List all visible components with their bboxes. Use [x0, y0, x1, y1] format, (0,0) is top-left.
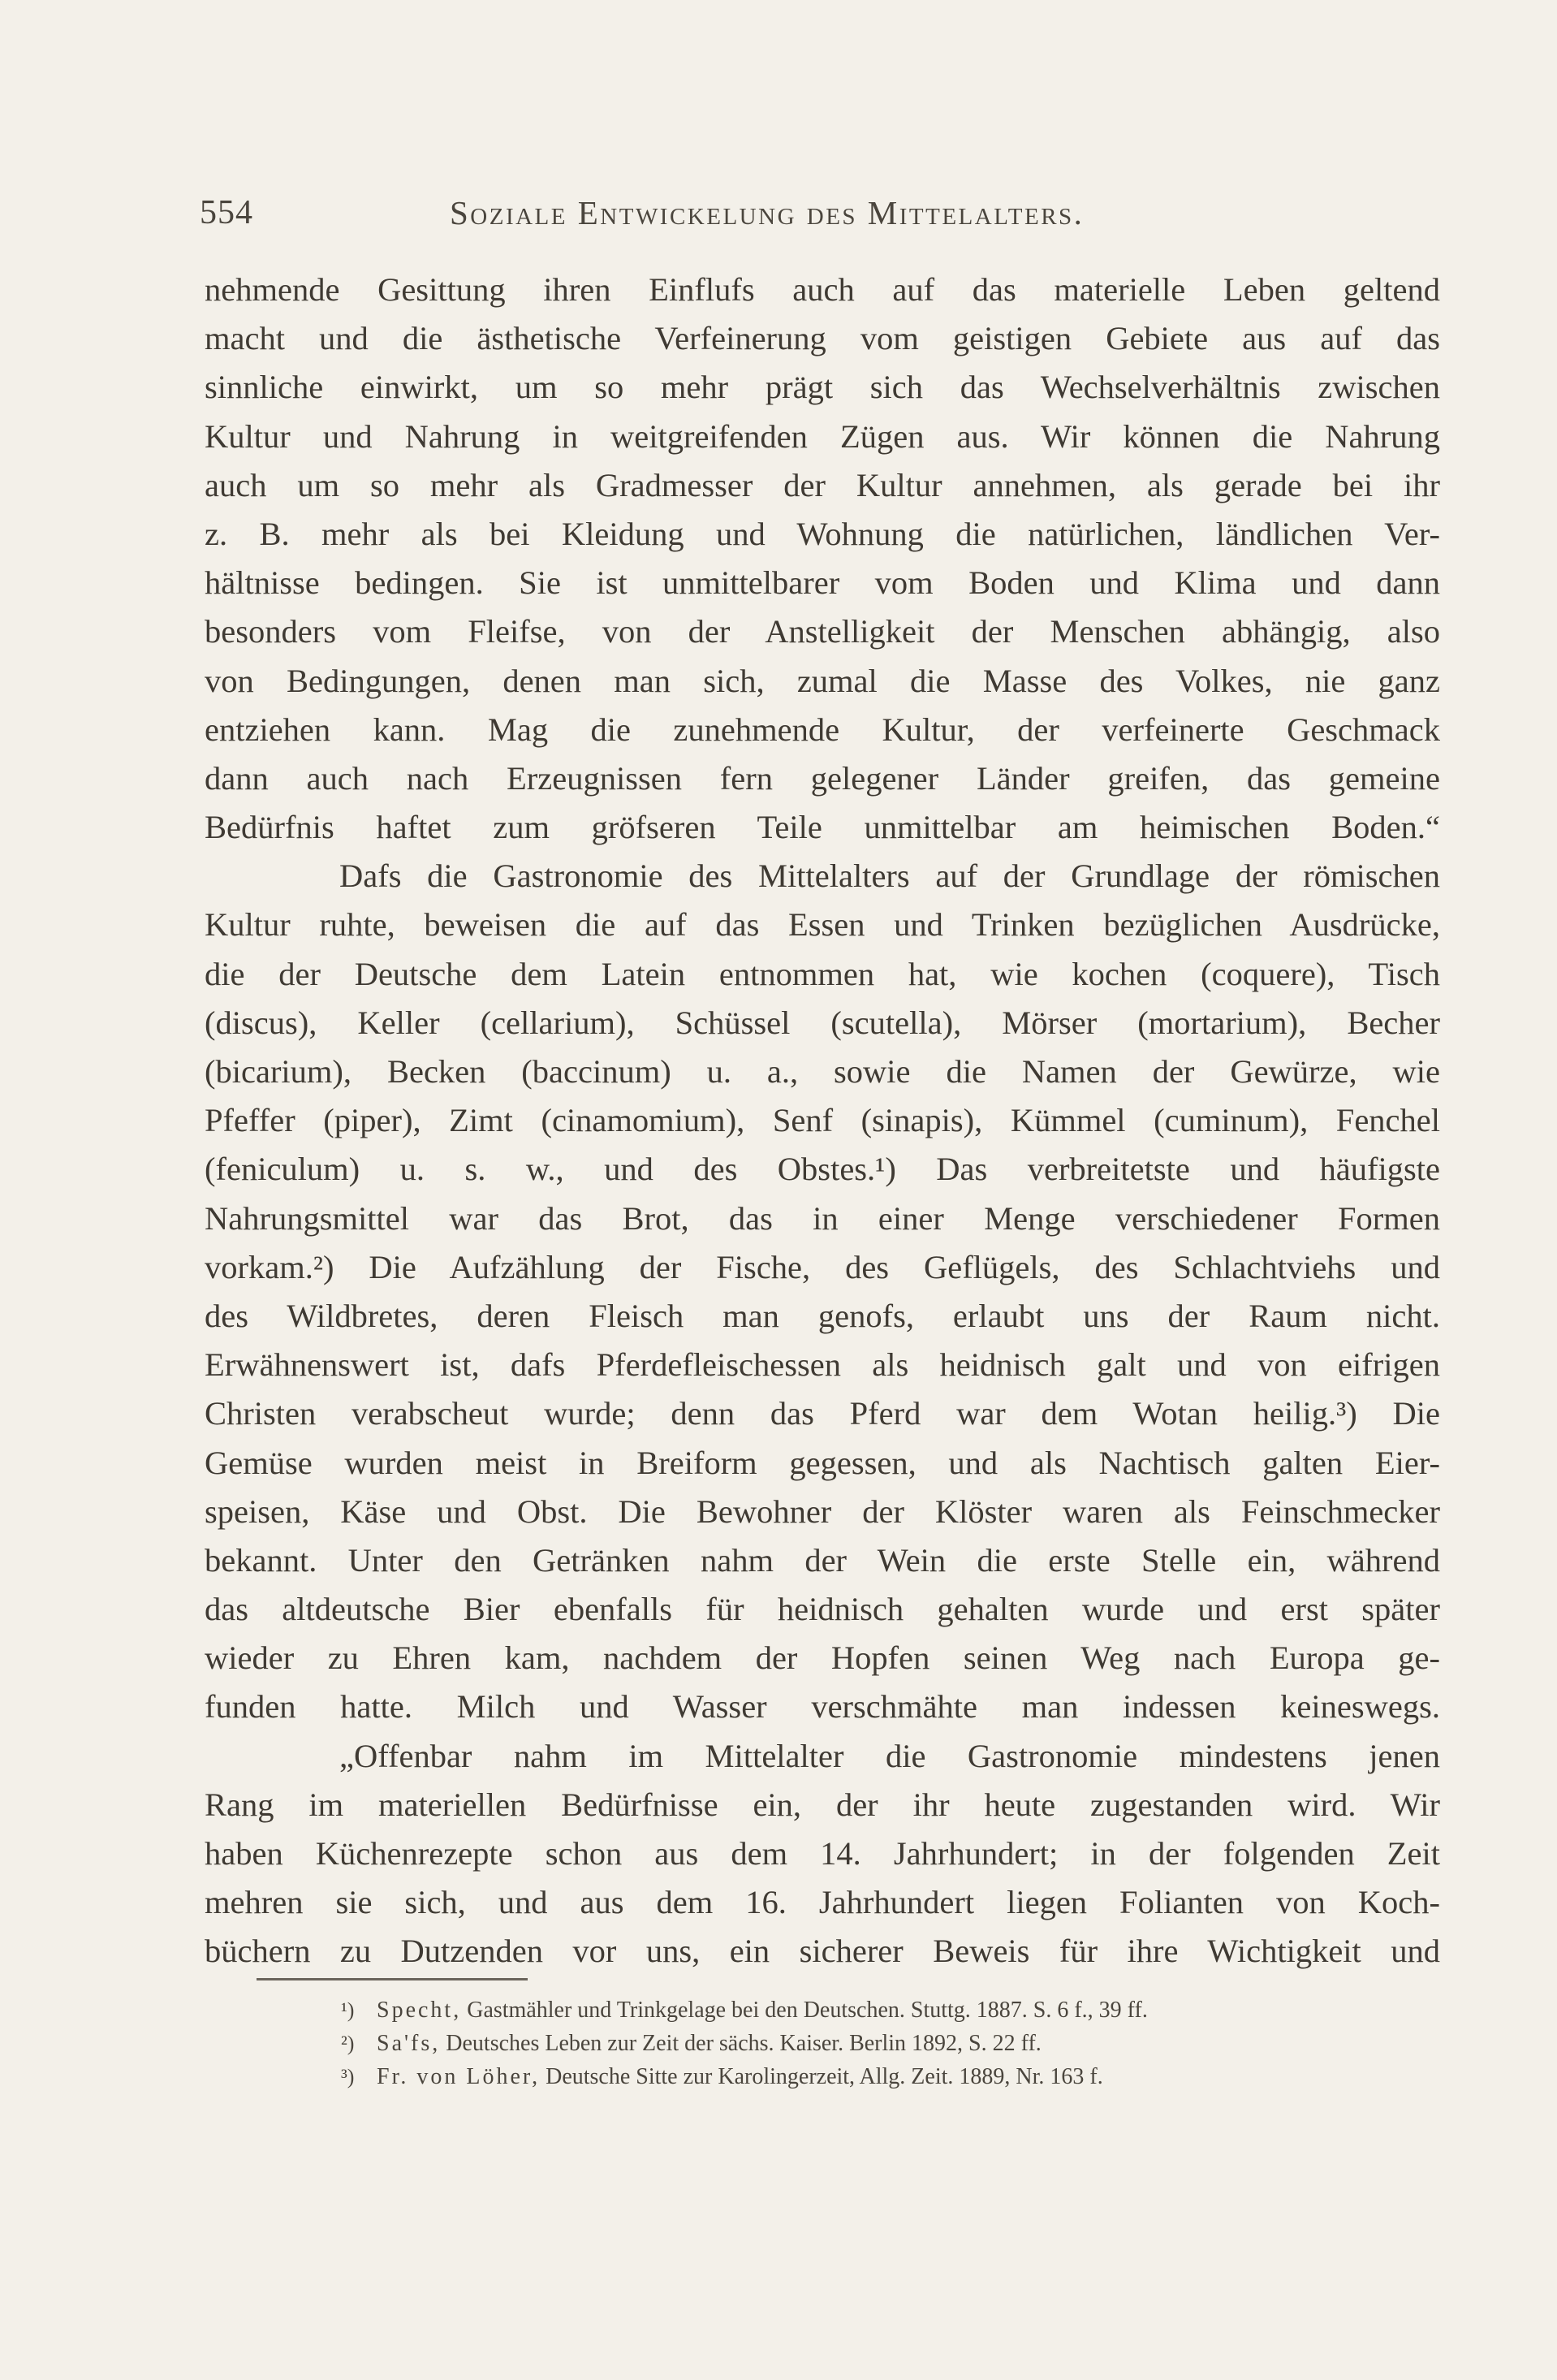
text-line-content: hältnisse bedingen. Sie ist unmittelbarer vom Boden und Klima und dann	[205, 564, 1440, 602]
text-line	[205, 1439, 1440, 1488]
text-line	[205, 1096, 1440, 1145]
text-line	[205, 999, 1440, 1047]
text-line	[205, 1536, 1440, 1585]
text-line	[205, 1145, 1440, 1194]
footnote-text: Deutsches Leben zur Zeit der sächs. Kaiser. Berlin 1892, S. 22 ff.	[446, 2031, 1042, 2056]
text-line-content: (discus), Keller (cellarium), Schüssel (scutella), Mörser (mortarium), Becher	[205, 1004, 1440, 1041]
text-line-content: Rang im materiellen Bedürfnisse ein, der ihr heute zugestanden wird. Wir	[205, 1786, 1440, 1823]
text-line-content: Gemüse wurden meist in Breiform gegessen, und als Nachtisch galten Eier-	[205, 1444, 1440, 1481]
text-line	[205, 1732, 1440, 1781]
text-line-content: von Bedingungen, denen man sich, zumal die Masse des Volkes, nie ganz	[205, 662, 1440, 699]
text-line-content: Bedürfnis haftet zum gröfseren Teile unmittelbar am heimischen Boden.“	[205, 809, 1440, 846]
text-line-content: besonders vom Fleifse, von der Anstelligkeit der Menschen abhängig, also	[205, 613, 1440, 650]
text-line	[205, 1829, 1440, 1878]
footnotes	[341, 1993, 1449, 2093]
text-line	[205, 363, 1440, 412]
footnote	[341, 2060, 1449, 2093]
text-line-content: Pfeffer (piper), Zimt (cinamomium), Senf (sinapis), Kümmel (cuminum), Fenchel	[205, 1102, 1440, 1139]
text-line	[205, 852, 1440, 901]
text-line	[205, 1927, 1440, 1976]
footnote	[341, 1993, 1449, 2027]
text-line-content: wieder zu Ehren kam, nachdem der Hopfen seinen Weg nach Europa ge-	[205, 1639, 1440, 1677]
body-text	[205, 266, 1440, 1976]
footnote-mark: ¹)	[341, 1998, 355, 2022]
text-line-content: vorkam.²) Die Aufzählung der Fische, des Geflügels, des Schlachtviehs und	[205, 1248, 1440, 1285]
text-line-content: (feniculum) u. s. w., und des Obstes.¹) Das verbreitetste und häufigste	[205, 1151, 1440, 1188]
running-head: Soziale Entwickelung des Mittelalters.	[450, 194, 1085, 231]
text-line	[205, 657, 1440, 706]
text-line	[205, 1047, 1440, 1096]
text-line-content: Christen verabscheut wurde; denn das Pferd war dem Wotan heilig.³) Die	[205, 1395, 1440, 1432]
page-header	[200, 193, 1450, 242]
text-line-content: das altdeutsche Bier ebenfalls für heidnisch gehalten wurde und erst später	[205, 1591, 1440, 1628]
text-line	[205, 266, 1440, 314]
text-line	[205, 607, 1440, 656]
text-line	[205, 413, 1440, 461]
text-line	[205, 950, 1440, 999]
footnote-text: Deutsche Sitte zur Karolingerzeit, Allg. Zeit. 1889, Nr. 163 f.	[546, 2064, 1103, 2089]
text-line-content: Kultur und Nahrung in weitgreifenden Zügen aus. Wir können die Nahrung	[205, 417, 1440, 455]
text-line	[205, 461, 1440, 510]
text-line-content: dann auch nach Erzeugnissen fern gelegener Länder greifen, das gemeine	[205, 759, 1440, 797]
footnote-author: Sa'fs,	[377, 2031, 441, 2056]
text-line	[205, 1488, 1440, 1536]
text-line-content: mehren sie sich, und aus dem 16. Jahrhundert liegen Folianten von Koch-	[205, 1884, 1440, 1921]
text-line-content: nehmende Gesittung ihren Einflufs auch auf das materielle Leben geltend	[205, 271, 1440, 308]
text-line	[205, 314, 1440, 363]
footnote-author: Specht,	[377, 1998, 462, 2023]
footnote-mark: ³)	[341, 2065, 355, 2088]
footnote-text: Gastmähler und Trinkgelage bei den Deutschen. Stuttg. 1887. S. 6 f., 39 ff.	[467, 1998, 1148, 2023]
text-line	[205, 1389, 1440, 1438]
text-line	[205, 754, 1440, 803]
text-line	[205, 901, 1440, 949]
text-line-content: z. B. mehr als bei Kleidung und Wohnung die natürlichen, ländlichen Ver-	[205, 515, 1440, 552]
text-line-content: des Wildbretes, deren Fleisch man genofs, erlaubt uns der Raum nicht.	[205, 1297, 1440, 1334]
text-line-content: Erwähnenswert ist, dafs Pferdefleischessen als heidnisch galt und von eifrigen	[205, 1346, 1440, 1384]
text-line	[205, 706, 1440, 754]
text-line-content: auch um so mehr als Gradmesser der Kultur annehmen, als gerade bei ihr	[205, 466, 1440, 503]
text-line-content: „Offenbar nahm im Mittelalter die Gastronomie mindestens jenen	[339, 1737, 1440, 1774]
text-line-content: entziehen kann. Mag die zunehmende Kultur, der verfeinerte Geschmack	[205, 711, 1440, 748]
text-line-content: sinnliche einwirkt, um so mehr prägt sich das Wechselverhältnis zwischen	[205, 369, 1440, 406]
page-number: 554	[200, 194, 253, 231]
text-line-content: Kultur ruhte, beweisen die auf das Essen und Trinken bezüglichen Ausdrücke,	[205, 906, 1440, 944]
text-line	[205, 1243, 1440, 1292]
text-line-content: haben Küchenrezepte schon aus dem 14. Jahrhundert; in der folgenden Zeit	[205, 1835, 1440, 1872]
footnote-author: Fr. von Löher,	[377, 2064, 541, 2089]
text-line-content: (bicarium), Becken (baccinum) u. a., sowie die Namen der Gewürze, wie	[205, 1053, 1440, 1090]
text-line-content: büchern zu Dutzenden vor uns, ein sicherer Beweis für ihre Wichtigkeit und	[205, 1933, 1440, 1970]
text-line-content: Nahrungsmittel war das Brot, das in einer Menge verschiedener Formen	[205, 1199, 1440, 1237]
text-line	[205, 1292, 1440, 1341]
text-line-content: die der Deutsche dem Latein entnommen hat, wie kochen (coquere), Tisch	[205, 955, 1440, 992]
footnote	[341, 2027, 1449, 2060]
text-line	[205, 1341, 1440, 1389]
text-line-content: Dafs die Gastronomie des Mittelalters auf der Grundlage der römischen	[339, 857, 1440, 895]
footnote-divider	[257, 1978, 528, 1980]
text-line	[205, 559, 1440, 607]
text-line	[205, 1781, 1440, 1829]
text-line	[205, 1585, 1440, 1634]
text-line-content: bekannt. Unter den Getränken nahm der Wein die erste Stelle ein, während	[205, 1541, 1440, 1579]
text-line	[205, 510, 1440, 559]
text-line	[205, 1194, 1440, 1243]
text-line-content: funden hatte. Milch und Wasser verschmähte man indessen keineswegs.	[205, 1688, 1440, 1726]
text-line-content: macht und die ästhetische Verfeinerung vom geistigen Gebiete aus auf das	[205, 320, 1440, 357]
text-line	[205, 1634, 1440, 1682]
text-line	[205, 1682, 1440, 1731]
footnote-mark: ²)	[341, 2032, 355, 2055]
text-line	[205, 1878, 1440, 1927]
text-line	[205, 803, 1440, 852]
text-line-content: speisen, Käse und Obst. Die Bewohner der Klöster waren als Feinschmecker	[205, 1492, 1440, 1530]
